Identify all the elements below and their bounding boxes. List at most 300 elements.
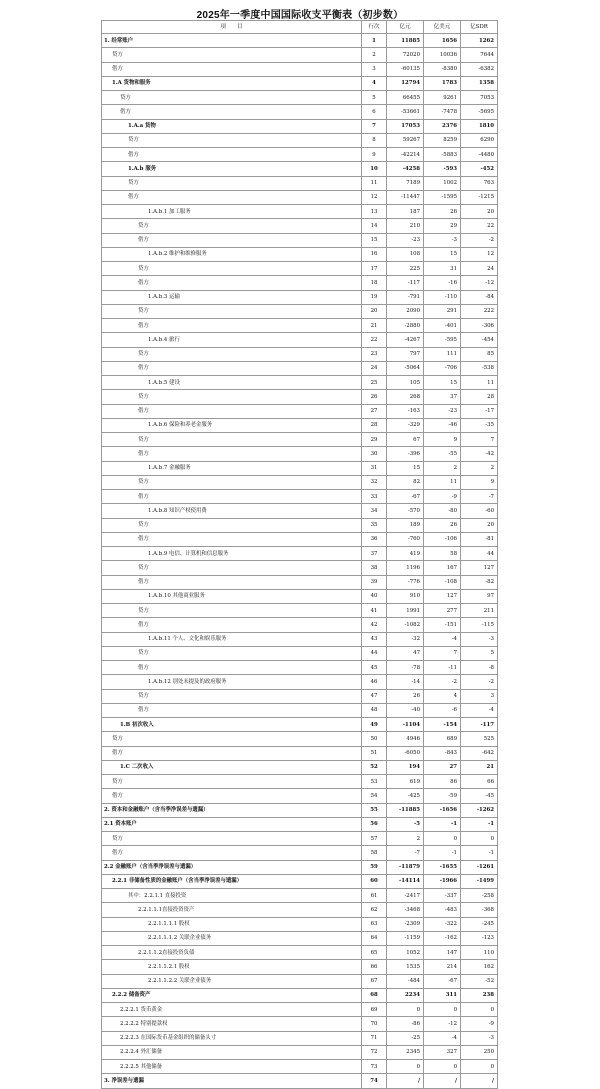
row-item-label: 借方 <box>102 490 362 504</box>
table-row <box>102 205 498 219</box>
row-line-number: 16 <box>362 247 387 261</box>
row-value-sdr: 1262 <box>461 34 498 48</box>
row-value-cny: -23 <box>387 233 424 247</box>
row-value-sdr: 0 <box>461 1060 498 1074</box>
row-value-cny: 82 <box>387 475 424 489</box>
table-row <box>102 974 498 988</box>
table-row <box>102 276 498 290</box>
row-value-cny: -11879 <box>387 860 424 874</box>
table-row <box>102 1045 498 1059</box>
row-line-number: 47 <box>362 689 387 703</box>
row-item-label: 借方 <box>102 703 362 717</box>
row-value-sdr: 7 <box>461 433 498 447</box>
table-row <box>102 190 498 204</box>
table-row <box>102 1031 498 1045</box>
row-value-usd: 26 <box>424 518 461 532</box>
row-line-number: 43 <box>362 632 387 646</box>
row-value-cny: -760 <box>387 532 424 546</box>
row-value-sdr: 222 <box>461 304 498 318</box>
header-cny: 亿元 <box>387 21 424 34</box>
row-value-sdr: -84 <box>461 290 498 304</box>
table-row <box>102 1003 498 1017</box>
row-item-label: 贷方 <box>102 433 362 447</box>
row-item-label: 1.A 货物和服务 <box>102 76 362 90</box>
row-value-cny: -4258 <box>387 162 424 176</box>
row-line-number: 2 <box>362 48 387 62</box>
row-value-usd: -108 <box>424 575 461 589</box>
row-value-cny: -425 <box>387 789 424 803</box>
row-item-label: 贷方 <box>102 832 362 846</box>
table-row <box>102 62 498 76</box>
row-value-sdr: -1499 <box>461 874 498 888</box>
row-line-number: 15 <box>362 233 387 247</box>
row-item-label: 贷方 <box>102 219 362 233</box>
row-item-label: 1.A.b.11 个人、文化和娱乐服务 <box>102 632 362 646</box>
row-line-number: 29 <box>362 433 387 447</box>
row-item-label: 2.2.1.1.2直接投资负债 <box>102 946 362 960</box>
row-line-number: 11 <box>362 176 387 190</box>
row-value-usd: -1656 <box>424 803 461 817</box>
row-value-sdr: -9 <box>461 1017 498 1031</box>
row-value-usd: -151 <box>424 618 461 632</box>
row-value-sdr: 3 <box>461 689 498 703</box>
row-value-cny: -6050 <box>387 746 424 760</box>
row-value-cny: 2090 <box>387 304 424 318</box>
row-value-sdr: 5 <box>461 646 498 660</box>
table-body <box>102 34 498 1089</box>
row-line-number: 74 <box>362 1074 387 1088</box>
row-item-label: 贷方 <box>102 475 362 489</box>
row-value-sdr: 238 <box>461 988 498 1002</box>
row-value-sdr: -1261 <box>461 860 498 874</box>
row-line-number: 72 <box>362 1045 387 1059</box>
row-value-cny: -117 <box>387 276 424 290</box>
row-line-number: 32 <box>362 475 387 489</box>
row-value-cny: 0 <box>387 1060 424 1074</box>
row-value-sdr: 21 <box>461 760 498 774</box>
row-value-sdr: 127 <box>461 561 498 575</box>
row-value-usd: 11 <box>424 475 461 489</box>
row-line-number: 71 <box>362 1031 387 1045</box>
row-line-number: 59 <box>362 860 387 874</box>
table-row <box>102 703 498 717</box>
row-value-sdr: -2 <box>461 675 498 689</box>
row-value-usd: 327 <box>424 1045 461 1059</box>
row-line-number: 10 <box>362 162 387 176</box>
table-row <box>102 247 498 261</box>
row-value-sdr: -245 <box>461 917 498 931</box>
row-value-usd: 689 <box>424 732 461 746</box>
table-row <box>102 661 498 675</box>
row-value-cny: / <box>387 1074 424 1088</box>
row-value-cny: -2417 <box>387 889 424 903</box>
table-row <box>102 34 498 48</box>
row-value-cny: 797 <box>387 347 424 361</box>
row-value-cny: 187 <box>387 205 424 219</box>
row-value-cny: 47 <box>387 646 424 660</box>
table-row <box>102 219 498 233</box>
row-item-label: 贷方 <box>102 347 362 361</box>
row-item-label: 借方 <box>102 846 362 860</box>
row-value-sdr: -17 <box>461 404 498 418</box>
row-value-sdr: 763 <box>461 176 498 190</box>
row-item-label: 借方 <box>102 404 362 418</box>
row-line-number: 39 <box>362 575 387 589</box>
row-value-usd: -6 <box>424 703 461 717</box>
row-value-sdr: -3 <box>461 1031 498 1045</box>
row-value-usd: 9 <box>424 433 461 447</box>
row-value-usd: -16 <box>424 276 461 290</box>
row-value-usd: -8380 <box>424 62 461 76</box>
row-value-usd: -162 <box>424 931 461 945</box>
row-item-label: 2.2.1.1.1直接投资资产 <box>102 903 362 917</box>
row-value-usd: -11 <box>424 661 461 675</box>
row-item-label: 其中：2.2.1.1 直接投资 <box>102 889 362 903</box>
row-value-usd: -12 <box>424 1017 461 1031</box>
row-value-sdr: 7644 <box>461 48 498 62</box>
row-value-usd: 10036 <box>424 48 461 62</box>
row-value-cny: -484 <box>387 974 424 988</box>
row-value-usd: 2 <box>424 461 461 475</box>
row-item-label: 1.A.b.12 别处未提及的政府服务 <box>102 675 362 689</box>
row-item-label: 2. 资本和金融账户（含当季净误差与遗漏） <box>102 803 362 817</box>
row-item-label: 2.2.1.1.1.1 股权 <box>102 917 362 931</box>
row-value-cny: -11885 <box>387 803 424 817</box>
row-value-cny: 17053 <box>387 119 424 133</box>
row-value-sdr: 20 <box>461 518 498 532</box>
row-value-usd: -706 <box>424 361 461 375</box>
row-value-cny: 108 <box>387 247 424 261</box>
row-value-cny: -86 <box>387 1017 424 1031</box>
row-line-number: 49 <box>362 718 387 732</box>
row-item-label: 1. 经常账户 <box>102 34 362 48</box>
row-line-number: 31 <box>362 461 387 475</box>
row-value-cny: -60135 <box>387 62 424 76</box>
row-item-label: 1.A.b.7 金融服务 <box>102 461 362 475</box>
row-value-usd: 147 <box>424 946 461 960</box>
row-line-number: 8 <box>362 133 387 147</box>
row-item-label: 贷方 <box>102 390 362 404</box>
row-value-sdr: 11 <box>461 376 498 390</box>
table-row <box>102 461 498 475</box>
row-value-usd: -154 <box>424 718 461 732</box>
row-item-label: 借方 <box>102 532 362 546</box>
row-value-cny: -396 <box>387 447 424 461</box>
row-value-cny: 910 <box>387 589 424 603</box>
row-item-label: 1.A.b.10 其他商业服务 <box>102 589 362 603</box>
row-item-label: 1.A.b.9 电信、计算机和信息服务 <box>102 547 362 561</box>
row-value-sdr: -42 <box>461 447 498 461</box>
row-item-label: 贷方 <box>102 561 362 575</box>
row-value-cny: -776 <box>387 575 424 589</box>
row-line-number: 7 <box>362 119 387 133</box>
table-row <box>102 319 498 333</box>
row-value-sdr: 28 <box>461 390 498 404</box>
row-value-usd: -1966 <box>424 874 461 888</box>
row-line-number: 56 <box>362 817 387 831</box>
row-value-sdr: -8 <box>461 661 498 675</box>
row-value-cny: -40 <box>387 703 424 717</box>
row-value-cny: -1104 <box>387 718 424 732</box>
row-value-sdr: 6290 <box>461 133 498 147</box>
table-row <box>102 732 498 746</box>
row-value-usd: 1002 <box>424 176 461 190</box>
row-value-usd: 4 <box>424 689 461 703</box>
table-row <box>102 1060 498 1074</box>
row-line-number: 62 <box>362 903 387 917</box>
row-value-usd: 31 <box>424 262 461 276</box>
row-value-sdr: -2 <box>461 233 498 247</box>
row-item-label: 借方 <box>102 746 362 760</box>
row-value-usd: -593 <box>424 162 461 176</box>
row-item-label: 借方 <box>102 361 362 375</box>
row-value-usd: -843 <box>424 746 461 760</box>
table-row <box>102 504 498 518</box>
row-value-sdr: 211 <box>461 604 498 618</box>
table-row <box>102 874 498 888</box>
row-value-usd: -401 <box>424 319 461 333</box>
table-row <box>102 746 498 760</box>
row-value-cny: 2 <box>387 832 424 846</box>
row-item-label: 借方 <box>102 62 362 76</box>
row-line-number: 37 <box>362 547 387 561</box>
row-value-usd: 7 <box>424 646 461 660</box>
table-row <box>102 361 498 375</box>
row-value-cny: 0 <box>387 1003 424 1017</box>
row-value-cny: 419 <box>387 547 424 561</box>
row-value-cny: 619 <box>387 775 424 789</box>
row-value-cny: -5 <box>387 817 424 831</box>
row-line-number: 26 <box>362 390 387 404</box>
row-line-number: 66 <box>362 960 387 974</box>
row-value-sdr: 525 <box>461 732 498 746</box>
table-row <box>102 675 498 689</box>
table-row <box>102 931 498 945</box>
table-row <box>102 889 498 903</box>
row-value-cny: -2880 <box>387 319 424 333</box>
row-value-usd: -1 <box>424 817 461 831</box>
row-item-label: 1.A.a 货物 <box>102 119 362 133</box>
row-value-usd: -9 <box>424 490 461 504</box>
table-row <box>102 817 498 831</box>
row-value-cny: -42214 <box>387 148 424 162</box>
row-value-sdr: -7 <box>461 490 498 504</box>
row-value-usd: -4 <box>424 632 461 646</box>
row-value-sdr: 0 <box>461 1003 498 1017</box>
row-value-cny: 2234 <box>387 988 424 1002</box>
row-item-label: 2.2.2.4 外汇储备 <box>102 1045 362 1059</box>
row-value-cny: -2309 <box>387 917 424 931</box>
table-row <box>102 860 498 874</box>
row-value-cny: -1159 <box>387 931 424 945</box>
row-value-cny: 225 <box>387 262 424 276</box>
row-value-cny: 1991 <box>387 604 424 618</box>
row-line-number: 61 <box>362 889 387 903</box>
row-item-label: 贷方 <box>102 604 362 618</box>
row-value-usd: 86 <box>424 775 461 789</box>
row-value-sdr: 66 <box>461 775 498 789</box>
row-line-number: 3 <box>362 62 387 76</box>
row-line-number: 67 <box>362 974 387 988</box>
row-item-label: 贷方 <box>102 48 362 62</box>
row-item-label: 2.2.2.3 在国际货币基金组织的储备头寸 <box>102 1031 362 1045</box>
table-row <box>102 333 498 347</box>
row-value-usd: 214 <box>424 960 461 974</box>
row-value-usd: 1656 <box>424 34 461 48</box>
table-row <box>102 646 498 660</box>
row-line-number: 64 <box>362 931 387 945</box>
row-item-label: 1.A.b.2 维护和维修服务 <box>102 247 362 261</box>
row-value-usd: 9261 <box>424 91 461 105</box>
row-value-usd: -322 <box>424 917 461 931</box>
row-value-sdr: 162 <box>461 960 498 974</box>
row-value-usd: 8259 <box>424 133 461 147</box>
row-value-usd: 277 <box>424 604 461 618</box>
row-value-usd: -337 <box>424 889 461 903</box>
row-value-cny: 15 <box>387 461 424 475</box>
row-line-number: 17 <box>362 262 387 276</box>
row-line-number: 44 <box>362 646 387 660</box>
row-value-cny: -7 <box>387 846 424 860</box>
row-value-sdr: -81 <box>461 532 498 546</box>
row-value-sdr: 20 <box>461 205 498 219</box>
row-item-label: 借方 <box>102 618 362 632</box>
row-line-number: 52 <box>362 760 387 774</box>
table-row <box>102 689 498 703</box>
row-item-label: 2.2.2.2 特别提款权 <box>102 1017 362 1031</box>
row-item-label: 贷方 <box>102 732 362 746</box>
table-row <box>102 917 498 931</box>
table-row <box>102 632 498 646</box>
row-value-usd: -1595 <box>424 190 461 204</box>
row-line-number: 54 <box>362 789 387 803</box>
table-row <box>102 76 498 90</box>
row-value-cny: 11885 <box>387 34 424 48</box>
row-line-number: 22 <box>362 333 387 347</box>
row-line-number: 69 <box>362 1003 387 1017</box>
row-line-number: 20 <box>362 304 387 318</box>
table-row <box>102 119 498 133</box>
table-row <box>102 775 498 789</box>
table-row <box>102 347 498 361</box>
row-line-number: 58 <box>362 846 387 860</box>
table-row <box>102 262 498 276</box>
row-line-number: 12 <box>362 190 387 204</box>
row-value-usd: 0 <box>424 1060 461 1074</box>
row-item-label: 1.C 二次收入 <box>102 760 362 774</box>
row-value-cny: 26 <box>387 689 424 703</box>
table-row <box>102 418 498 432</box>
row-value-sdr: -368 <box>461 903 498 917</box>
row-value-cny: 66455 <box>387 91 424 105</box>
row-value-usd: 26 <box>424 205 461 219</box>
table-row <box>102 760 498 774</box>
row-line-number: 51 <box>362 746 387 760</box>
row-line-number: 14 <box>362 219 387 233</box>
row-line-number: 45 <box>362 661 387 675</box>
row-value-usd: -46 <box>424 418 461 432</box>
row-value-cny: -791 <box>387 290 424 304</box>
row-line-number: 68 <box>362 988 387 1002</box>
row-item-label: 贷方 <box>102 91 362 105</box>
row-value-cny: 2345 <box>387 1045 424 1059</box>
header-row <box>102 21 498 34</box>
row-item-label: 贷方 <box>102 689 362 703</box>
row-value-sdr: -45 <box>461 789 498 803</box>
row-item-label: 贷方 <box>102 518 362 532</box>
row-line-number: 46 <box>362 675 387 689</box>
row-line-number: 41 <box>362 604 387 618</box>
table-row <box>102 988 498 1002</box>
row-value-usd: -5883 <box>424 148 461 162</box>
row-value-cny: 4946 <box>387 732 424 746</box>
row-value-usd: / <box>424 1074 461 1088</box>
row-item-label: 2.2.1.1.1.2 关联企业债务 <box>102 931 362 945</box>
row-value-sdr: 12 <box>461 247 498 261</box>
row-value-cny: 1052 <box>387 946 424 960</box>
row-value-usd: 0 <box>424 832 461 846</box>
row-line-number: 24 <box>362 361 387 375</box>
row-value-usd: -595 <box>424 333 461 347</box>
row-value-sdr: -454 <box>461 333 498 347</box>
row-value-usd: -80 <box>424 504 461 518</box>
row-item-label: 2.2.1 非储备性质的金融账户（含当季净误差与遗漏） <box>102 874 362 888</box>
table-title: 2025年一季度中国国际收支平衡表（初步数） <box>196 10 404 21</box>
table-row <box>102 490 498 504</box>
row-item-label: 2.2.1.1.2.1 股权 <box>102 960 362 974</box>
row-value-sdr: -123 <box>461 931 498 945</box>
row-value-sdr: -5695 <box>461 105 498 119</box>
row-item-label: 2.2 金融账户（含当季净误差与遗漏） <box>102 860 362 874</box>
row-value-sdr: 44 <box>461 547 498 561</box>
row-item-label: 1.B 初次收入 <box>102 718 362 732</box>
row-value-sdr: -4480 <box>461 148 498 162</box>
row-value-sdr: -1 <box>461 817 498 831</box>
row-line-number: 63 <box>362 917 387 931</box>
table-row <box>102 589 498 603</box>
row-line-number: 55 <box>362 803 387 817</box>
table-row <box>102 433 498 447</box>
row-line-number: 30 <box>362 447 387 461</box>
row-item-label: 贷方 <box>102 262 362 276</box>
table-row <box>102 846 498 860</box>
row-value-cny: -3468 <box>387 903 424 917</box>
table-row <box>102 832 498 846</box>
row-line-number: 40 <box>362 589 387 603</box>
row-value-cny: 7189 <box>387 176 424 190</box>
row-value-sdr: 250 <box>461 1045 498 1059</box>
row-value-usd: 127 <box>424 589 461 603</box>
row-value-cny: -163 <box>387 404 424 418</box>
row-value-cny: 1196 <box>387 561 424 575</box>
row-value-cny: -1082 <box>387 618 424 632</box>
row-line-number: 70 <box>362 1017 387 1031</box>
row-item-label: 贷方 <box>102 646 362 660</box>
row-value-sdr: -4 <box>461 703 498 717</box>
table-row <box>102 447 498 461</box>
table-row <box>102 376 498 390</box>
row-value-sdr: 24 <box>461 262 498 276</box>
row-line-number: 35 <box>362 518 387 532</box>
row-item-label: 1.A.b.5 建设 <box>102 376 362 390</box>
row-item-label: 1.A.b.4 旅行 <box>102 333 362 347</box>
row-line-number: 18 <box>362 276 387 290</box>
row-value-usd: 311 <box>424 988 461 1002</box>
row-item-label: 贷方 <box>102 304 362 318</box>
table-row <box>102 903 498 917</box>
row-value-sdr: -452 <box>461 162 498 176</box>
table-row <box>102 575 498 589</box>
